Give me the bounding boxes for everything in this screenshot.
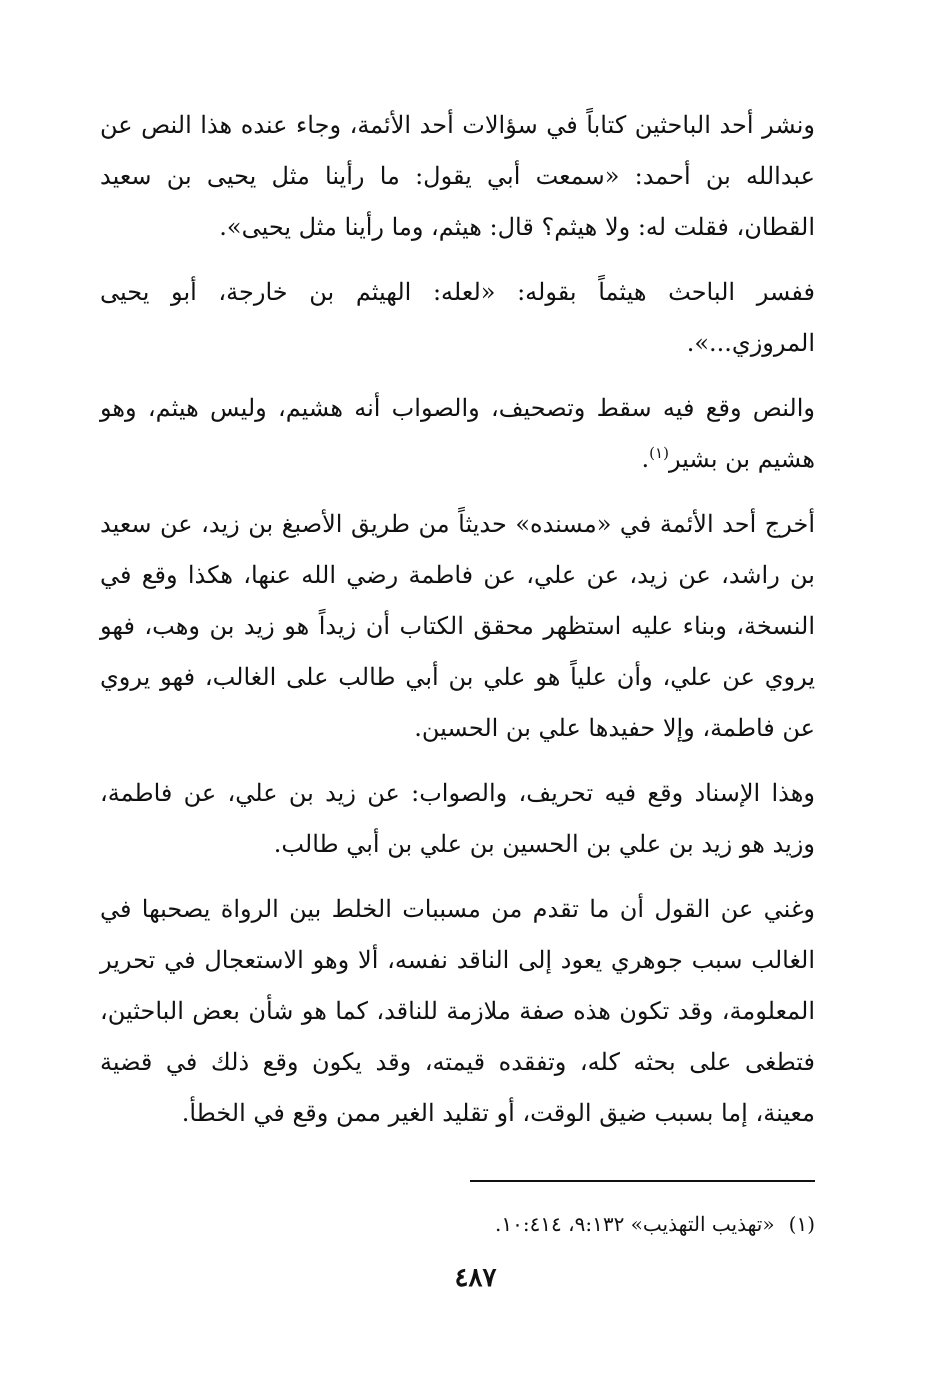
page-number: ٤٨٧ [454, 1263, 497, 1293]
paragraph-2: ففسر الباحث هيثماً بقوله: «لعله: الهيثم بن خارجة، أبو يحيى المروزي...». [100, 278, 815, 357]
paragraph-5: وهذا الإسناد وقع فيه تحريف، والصواب: عن زيد بن علي، عن فاطمة، وزيد هو زيد بن علي بن الحسين بن علي بن أبي طالب. [100, 779, 815, 858]
paragraph-4: أخرج أحد الأئمة في «مسنده» حديثاً من طريق الأصبغ بن زيد، عن سعيد بن راشد، عن زيد، عن علي، عن فاطمة رضي الله عنها، هكذا وقع في النسخة، وبناء عليه استظهر محقق الكتاب أن زيداً هو زيد بن وهب، فهو يروي عن علي، وأن علياً هو علي بن أبي طالب على الغالب، فهو يروي عن فاطمة، وإلا حفيدها علي بن الحسين. [100, 510, 815, 742]
paragraph-6: وغني عن القول أن ما تقدم من مسببات الخلط بين الرواة يصحبها في الغالب سبب جوهري يعود إلى الناقد نفسه، ألا وهو الاستعجال في تحرير المعلومة، وقد تكون هذه صفة ملازمة للناقد، كما هو شأن بعض الباحثين، فتطغى على بحثه كله، وتفقده قيمته، وقد يكون وقع ذلك في قضية معينة، إما بسبب ضيق الوقت، أو تقليد الغير ممن وقع في الخطأ. [100, 895, 816, 1127]
footnote-reference[interactable]: (١) [649, 444, 669, 462]
page-body [100, 100, 815, 1139]
paragraph-3-tail: . [641, 445, 650, 473]
footnote [100, 1208, 815, 1240]
footnote-text: «تهذيب التهذيب» ٩:١٣٢، ١٠:٤١٤. [494, 1212, 775, 1236]
paragraph-3-text: والنص وقع فيه سقط وتصحيف، والصواب أنه هشيم، وليس هيثم، وهو هشيم بن بشير [100, 394, 815, 473]
footnote-divider [470, 1180, 815, 1182]
footnote-number: (١) [788, 1212, 815, 1236]
paragraph-3 [100, 383, 815, 485]
paragraph-1: ونشر أحد الباحثين كتاباً في سؤالات أحد الأئمة، وجاء عنده هذا النص عن عبدالله بن أحمد: «سمعت أبي يقول: ما رأينا مثل يحيى بن سعيد القطان، فقلت له: ولا هيثم؟ قال: هيثم، وما رأينا مثل يحيى». [100, 111, 815, 241]
